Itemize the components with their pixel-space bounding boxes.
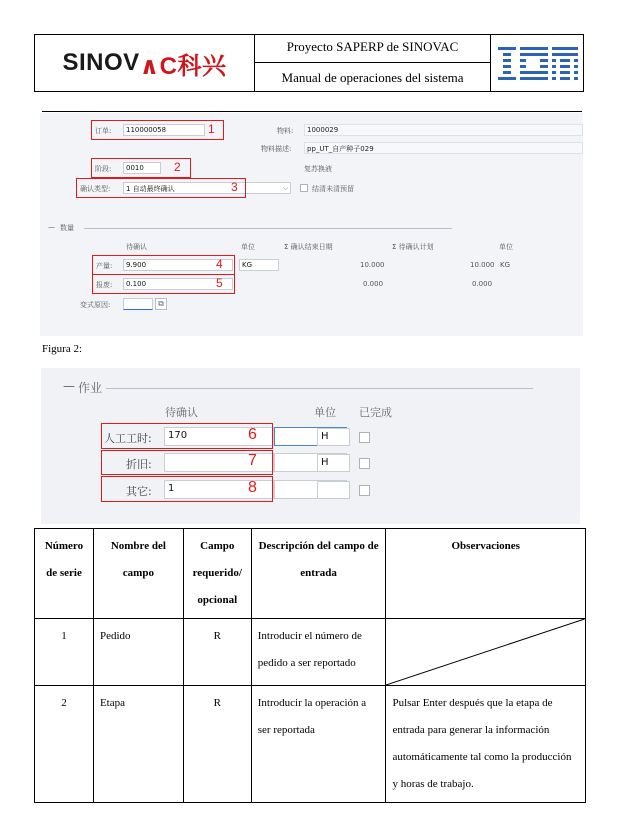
col-toconfirm: 待确认 <box>126 243 147 251</box>
reason-input[interactable] <box>123 298 153 310</box>
clear-open-label: 结清未清预留 <box>312 185 354 193</box>
highlight-box-5 <box>92 274 235 294</box>
diagonal-line <box>386 619 585 685</box>
material-field <box>304 124 583 136</box>
scrap-value-1: 0.000 <box>363 280 384 288</box>
marker-3: 3 <box>231 180 238 194</box>
cell-num: 2 <box>35 686 94 803</box>
ibm-logo-graphic <box>498 45 578 81</box>
cell-name: Etapa <box>93 686 183 803</box>
material-label: 物料: <box>277 127 294 135</box>
marker-4: 4 <box>216 257 223 271</box>
header-cell: Observaciones <box>386 529 586 619</box>
depreciation-done-checkbox[interactable] <box>359 458 370 469</box>
cell-name: Pedido <box>93 619 183 686</box>
marker-5: 5 <box>216 276 223 290</box>
table-header-row <box>35 529 586 619</box>
col-sum-plan: Σ 待确认计划 <box>392 243 434 251</box>
header-cell: Campo requerido/ opcional <box>183 529 251 619</box>
marker-7: 7 <box>248 452 257 469</box>
depreciation-unit[interactable]: H <box>317 454 350 472</box>
phase-input[interactable]: 0010 <box>123 162 161 174</box>
phase-text: 复苏换液 <box>304 165 332 173</box>
cell-req: R <box>183 619 251 686</box>
other-done-checkbox[interactable] <box>359 485 370 496</box>
order-label: 订单: <box>95 127 112 135</box>
matdesc-value: pp_UT_自产种子029 <box>307 145 374 153</box>
col-toconfirm-2: 待确认 <box>165 406 198 419</box>
sinovac-logo: SINOV ∧C科兴 <box>35 35 255 91</box>
yield-input[interactable]: 9.900 <box>123 259 233 271</box>
yield-value-2: 10.000 <box>470 261 495 269</box>
marker-1: 1 <box>208 122 215 136</box>
reason-label: 变式原因: <box>80 301 111 309</box>
cell-desc: Introducir la operación a ser reportada <box>251 686 386 803</box>
material-value: 1000029 <box>307 126 339 134</box>
other-input[interactable]: 1 <box>164 480 274 499</box>
col-sum-enddate: Σ 确认结束日期 <box>284 243 333 251</box>
figure-caption: Figura 2: <box>42 343 83 355</box>
yield-label: 产量: <box>96 262 113 270</box>
col-unit2: 单位 <box>499 243 513 251</box>
conftype-label: 确认类型: <box>80 185 111 193</box>
phase-label: 阶段: <box>95 165 112 173</box>
cell-obs: Pulsar Enter después que la etapa de entrada para generar la información automáticamente tal como la producción y horas de trabajo. <box>386 686 586 803</box>
field-description-table <box>34 528 586 803</box>
col-unit-3: 单位 <box>314 406 336 419</box>
table-row <box>35 619 586 686</box>
labor-hours-label: 人工工时: <box>104 432 152 445</box>
cell-desc: Introducir el número de pedido a ser reportado <box>251 619 386 686</box>
other-unit[interactable] <box>317 481 350 499</box>
header-cell: Nombre del campo <box>93 529 183 619</box>
activity-section-dash: — <box>63 379 75 393</box>
header-cell: Número de serie <box>35 529 94 619</box>
qty-section-title: 数量 <box>60 224 74 232</box>
cell-obs-empty <box>386 619 586 686</box>
labor-hours-done-checkbox[interactable] <box>359 432 370 443</box>
clear-open-checkbox[interactable] <box>300 184 308 192</box>
depreciation-label: 折旧: <box>126 458 152 471</box>
conftype-value: 1 自动最终确认 <box>126 185 175 193</box>
marker-6: 6 <box>248 426 257 443</box>
document-header <box>34 34 584 92</box>
project-title: Proyecto SAPERP de SINOVAC <box>255 35 490 63</box>
yield-value-1: 10.000 <box>360 261 385 269</box>
order-input[interactable]: 110000058 <box>123 124 205 136</box>
col-unit: 单位 <box>241 243 255 251</box>
manual-title: Manual de operaciones del sistema <box>281 70 464 85</box>
other-label: 其它: <box>126 485 152 498</box>
activity-section-rule <box>106 388 533 389</box>
highlight-box-4 <box>92 255 235 275</box>
header-titles <box>255 35 491 91</box>
scrap-label: 报废: <box>96 281 113 289</box>
scrap-value-2: 0.000 <box>472 280 493 288</box>
ibm-logo <box>491 35 584 91</box>
chevron-down-icon[interactable]: ⌵ <box>283 184 289 192</box>
value-help-icon[interactable]: ⧉ <box>155 298 167 310</box>
qty-section-dash: — <box>48 223 55 231</box>
header-cell: Descripción del campo de entrada <box>251 529 386 619</box>
labor-hours-input[interactable]: 170 <box>164 427 274 446</box>
activity-section-title: 作业 <box>78 381 103 395</box>
marker-2: 2 <box>174 160 181 174</box>
labor-hours-unit[interactable]: H <box>317 428 350 446</box>
yield-unit-2: KG <box>500 261 511 269</box>
table-row <box>35 686 586 803</box>
sap-activity-screen <box>41 368 580 524</box>
highlight-box-3 <box>76 178 246 198</box>
yield-unit-input[interactable]: KG <box>239 259 279 271</box>
cell-req: R <box>183 686 251 803</box>
marker-8: 8 <box>248 479 257 496</box>
sap-confirmation-screen <box>40 113 583 336</box>
qty-section-rule <box>84 228 452 229</box>
matdesc-label: 物料描述: <box>261 145 292 153</box>
scrap-input[interactable]: 0.100 <box>123 278 233 290</box>
highlight-box-1 <box>91 120 224 140</box>
col-done: 已完成 <box>359 406 392 419</box>
header-rule <box>42 111 582 112</box>
cell-num: 1 <box>35 619 94 686</box>
